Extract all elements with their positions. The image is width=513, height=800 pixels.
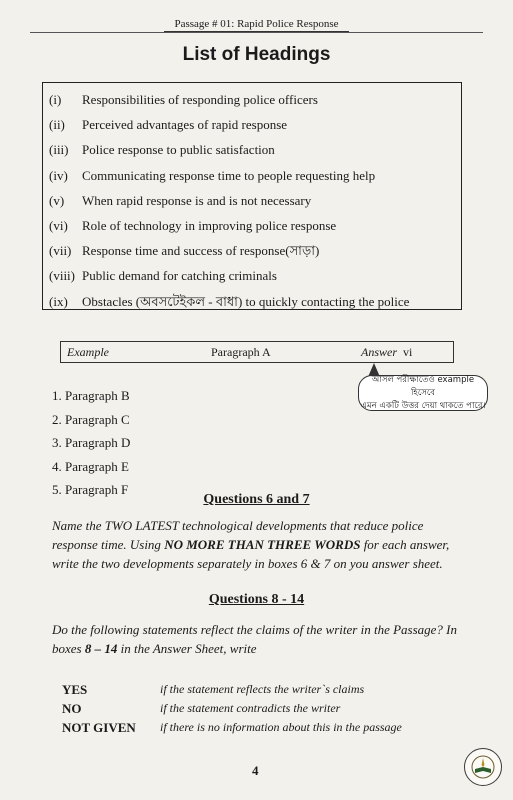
heading-text: Communicating response time to people requesting help [82, 167, 376, 183]
heading-item [49, 213, 461, 238]
q67-text-b: for each answer, write the two developments separately in boxes 6 & 7 on you answer sheet. [52, 537, 450, 571]
heading-text: Role of technology in improving police response [82, 218, 337, 234]
questions-8-14-instructions [52, 620, 462, 658]
legend-row [62, 699, 402, 718]
heading-text: Police response to public satisfaction [82, 142, 275, 158]
answer-legend [62, 680, 402, 737]
q67-text-bold: NO MORE THAN THREE WORDS [164, 537, 361, 552]
book-pen-logo-icon-svg [470, 754, 496, 780]
heading-text: When rapid response is and is not necessary [82, 192, 312, 208]
top-rule [30, 32, 483, 33]
heading-number: (ii) [49, 117, 65, 133]
example-paragraph: Paragraph A [211, 344, 271, 359]
legend-key: NO [62, 701, 82, 716]
example-answer-label: Answer [361, 344, 397, 359]
heading-number: (iv) [49, 167, 68, 183]
running-header [0, 18, 513, 32]
q814-text-bold: 8 – 14 [84, 641, 118, 656]
heading-number: (viii) [49, 268, 75, 284]
example-label: Example [67, 344, 109, 359]
paragraph-list [52, 384, 130, 502]
heading-text: Response time and success of response(সাড়া) [82, 243, 320, 259]
legend-row [62, 680, 402, 699]
q814-text-a: Do the following statements reflect the claims of the writer in the Passage? In boxes [52, 622, 457, 656]
questions-6-7-instructions [52, 516, 462, 573]
list-item: 3. Paragraph D [52, 435, 131, 450]
heading-number: (vi) [49, 218, 68, 234]
headings-box [42, 82, 462, 310]
heading-item [49, 263, 461, 288]
list-item: 1. Paragraph B [52, 388, 130, 403]
heading-item [49, 238, 461, 263]
legend-row [62, 718, 402, 737]
heading-text: Obstacles (অবসটেইকল - বাধা) to quickly contacting the police [82, 293, 410, 309]
book-pen-logo-icon [464, 748, 502, 786]
example-answer-value: vi [403, 344, 413, 359]
headings-title: List of Headings [182, 44, 331, 65]
example-answer [361, 345, 412, 360]
heading-item [49, 188, 461, 213]
header-title: Passage # 01: Rapid Police Response [164, 18, 348, 32]
q814-text-b: in the Answer Sheet, write [117, 641, 257, 656]
legend-value: if there is no information about this in the passage [160, 720, 402, 734]
heading-text: Responsibilities of responding police officers [82, 92, 318, 107]
list-item: 5. Paragraph F [52, 482, 129, 497]
list-item: 2. Paragraph C [52, 411, 130, 427]
legend-key: YES [62, 682, 88, 697]
list-item: 4. Paragraph E [52, 458, 129, 474]
q67-text-a: Name the TWO LATEST technological developments that reduce police response time. Using [52, 518, 424, 552]
heading-text: Perceived advantages of rapid response [82, 117, 288, 133]
questions-8-14-title: Questions 8 - 14 [208, 592, 305, 607]
callout-line-1: আসল পরীক্ষাতেও example হিসেবে [371, 374, 475, 398]
heading-number: (ix) [49, 293, 68, 309]
callout-line-2: এমন একটি উত্তর দেয়া থাকতে পারে। [360, 400, 486, 411]
callout-bubble [358, 375, 488, 411]
heading-number: (iii) [49, 142, 69, 158]
heading-item [49, 163, 461, 188]
example-box [60, 341, 454, 363]
legend-value: if the statement contradicts the writer [160, 701, 341, 715]
legend-key: NOT GIVEN [62, 720, 136, 735]
heading-item [49, 87, 461, 112]
heading-item [49, 112, 461, 137]
heading-item [49, 137, 461, 162]
heading-item [49, 289, 461, 314]
heading-number: (vii) [49, 243, 72, 259]
heading-number: (i) [49, 92, 62, 107]
questions-6-7-title: Questions 6 and 7 [203, 492, 310, 507]
heading-text: Public demand for catching criminals [82, 268, 277, 284]
legend-value: if the statement reflects the writer`s claims [160, 682, 365, 696]
page-number: 4 [252, 763, 259, 778]
heading-number: (v) [49, 192, 65, 208]
